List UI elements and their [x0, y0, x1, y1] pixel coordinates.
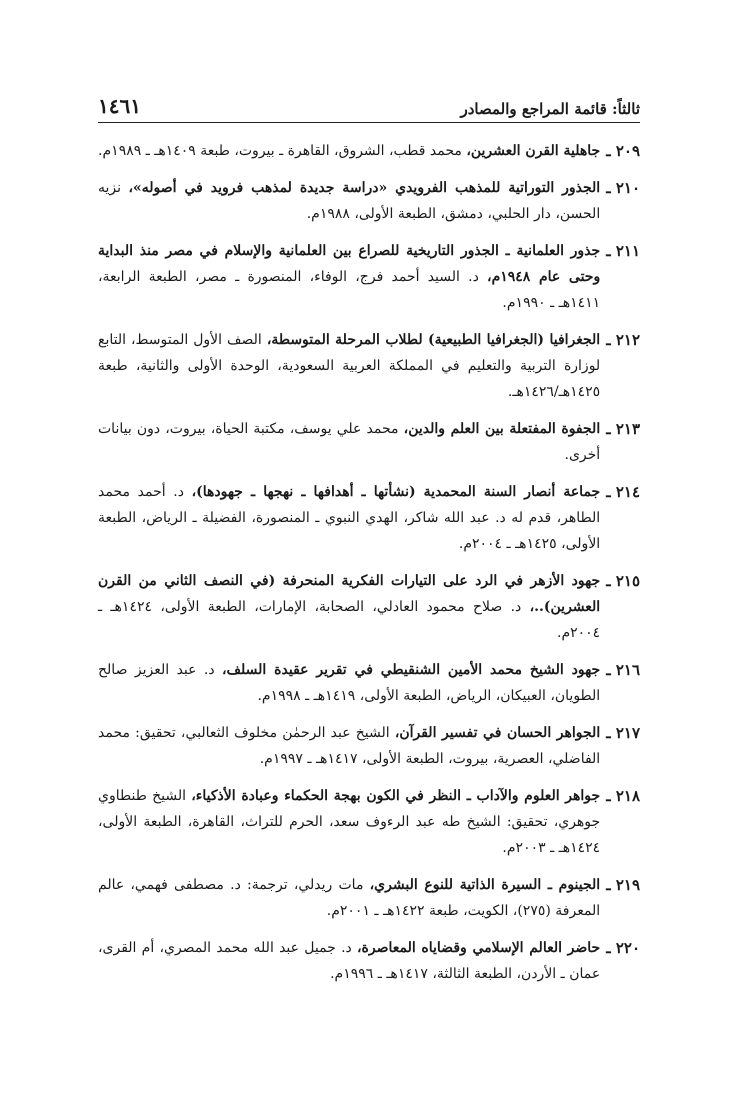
bibliography-entry [98, 238, 640, 316]
entry-body [98, 238, 600, 316]
entry-details: محمد علي يوسف، مكتبة الحياة، بيروت، دون بيانات أخرى. [98, 421, 601, 463]
entry-title: جذور العلمانية ـ الجذور التاريخية للصراع بين العلمانية والإسلام في مصر منذ البداية وحتى عام ١٩٤٨م، [98, 243, 601, 285]
entry-details: د. أحمد محمد الطاهر، قدم له د. عبد الله شاكر، الهدي النبوي ـ المنصورة، الفضيلة ـ الرياض، الطبعة الأولى، ١٤٢٥هـ ـ ٢٠٠٤م. [98, 484, 601, 552]
entry-details: مات ريدلي، ترجمة: د. مصطفى فهمي، عالم المعرفة (٢٧٥)، الكويت، طبعة ١٤٢٢هـ ـ ٢٠٠١م. [98, 877, 601, 919]
entry-title: جماعة أنصار السنة المحمدية (نشأتها ـ أهدافها ـ نهجها ـ جهودها)، [191, 484, 601, 500]
entry-title: جواهر العلوم والآداب ـ النظر في الكون بهجة الحكماء وعبادة الأذكياء، [191, 788, 601, 804]
entry-title: جاهلية القرن العشرين، [466, 143, 601, 159]
bibliography-entry [98, 657, 640, 709]
entry-number: ٢١١ ـ [606, 242, 640, 260]
entry-body [98, 657, 600, 709]
running-title: ثالثاً: قائمة المراجع والمصادر [460, 100, 640, 118]
bibliography-entry [98, 935, 640, 987]
entry-body [98, 416, 600, 468]
entry-body [98, 138, 600, 164]
entry-details: الشيخ طنطاوي جوهري، تحقيق: الشيخ طه عبد الرءوف سعد، الحرم للتراث، القاهرة، الطبعة الأولى، ١٤٢٤هـ ـ ٢٠٠٣م. [98, 788, 601, 856]
bibliography-list [98, 138, 640, 987]
bibliography-entry [98, 479, 640, 557]
entry-body [98, 479, 600, 557]
entry-number: ٢٢٠ ـ [606, 939, 640, 957]
bibliography-entry [98, 720, 640, 772]
bibliography-entry [98, 327, 640, 405]
entry-title: حاضر العالم الإسلامي وقضاياه المعاصرة، [357, 940, 601, 956]
entry-title: الجواهر الحسان في تفسير القرآن، [394, 725, 601, 741]
entry-body [98, 568, 600, 646]
entry-title: الجذور التوراتية للمذهب الفرويدي «دراسة جديدة لمذهب فرويد في أصوله»، [128, 180, 601, 196]
book-page [98, 88, 640, 998]
entry-details: د. عبد العزيز صالح الطويان، العبيكان، الرياض، الطبعة الأولى، ١٤١٩هـ ـ ١٩٩٨م. [98, 662, 601, 704]
entry-details: نزيه الحسن، دار الحلبي، دمشق، الطبعة الأولى، ١٩٨٨م. [98, 180, 601, 222]
entry-number: ٢١٠ ـ [606, 179, 640, 197]
entry-body [98, 783, 600, 861]
page-number: ١٤٦١ [98, 94, 141, 118]
entry-title: جهود الشيخ محمد الأمين الشنقيطي في تقرير عقيدة السلف، [222, 662, 601, 678]
entry-number: ٢١٤ ـ [606, 483, 640, 501]
entry-title: الجغرافيا (الجغرافيا الطبيعية) لطلاب المرحلة المتوسطة، [266, 332, 601, 348]
entry-number: ٢٠٩ ـ [606, 142, 640, 160]
entry-details: الشيخ عبد الرحمٰن مخلوف الثعالبي، تحقيق: محمد الفاضلي، العصرية، بيروت، الطبعة الأولى، ١٤١٧هـ ـ ١٩٩٧م. [98, 725, 601, 767]
bibliography-entry [98, 175, 640, 227]
bibliography-entry [98, 138, 640, 164]
entry-number: ٢١٩ ـ [606, 876, 640, 894]
entry-details: محمد قطب، الشروق، القاهرة ـ بيروت، طبعة ١٤٠٩هـ ـ ١٩٨٩م. [98, 143, 467, 159]
entry-details: د. السيد أحمد فرج، الوفاء، المنصورة ـ مصر، الطبعة الرابعة، ١٤١١هـ ـ ١٩٩٠م. [98, 269, 601, 311]
entry-number: ٢١٢ ـ [606, 331, 640, 349]
entry-details: د. جميل عبد الله محمد المصري، أم القرى، عمان ـ الأردن، الطبعة الثالثة، ١٤١٧هـ ـ ١٩٩٦م. [98, 940, 601, 982]
bibliography-entry [98, 568, 640, 646]
entry-number: ٢١٨ ـ [606, 787, 640, 805]
entry-title: الجفوة المفتعلة بين العلم والدين، [403, 421, 601, 437]
page-header [98, 88, 640, 123]
entry-number: ٢١٥ ـ [606, 572, 640, 590]
entry-body [98, 720, 600, 772]
entry-number: ٢١٣ ـ [606, 420, 640, 438]
entry-body [98, 935, 600, 987]
bibliography-entry [98, 872, 640, 924]
entry-number: ٢١٧ ـ [606, 724, 640, 742]
entry-details: الصف الأول المتوسط، التابع لوزارة التربية والتعليم في المملكة العربية السعودية، الوحدة الأولى والثانية، طبعة ١٤٢٥هـ/١٤٢٦هـ. [98, 332, 601, 400]
entry-body [98, 872, 600, 924]
entry-number: ٢١٦ ـ [606, 661, 640, 679]
bibliography-entry [98, 416, 640, 468]
entry-body [98, 327, 600, 405]
entry-title: جهود الأزهر في الرد على التيارات الفكرية المنحرفة (في النصف الثاني من القرن العشرين)..، [98, 573, 601, 615]
entry-title: الجينوم ـ السيرة الذاتية للنوع البشري، [369, 877, 601, 893]
entry-body [98, 175, 600, 227]
bibliography-entry [98, 783, 640, 861]
entry-details: د. صلاح محمود العادلي، الصحابة، الإمارات، الطبعة الأولى، ١٤٢٤هـ ـ ٢٠٠٤م. [98, 599, 601, 641]
